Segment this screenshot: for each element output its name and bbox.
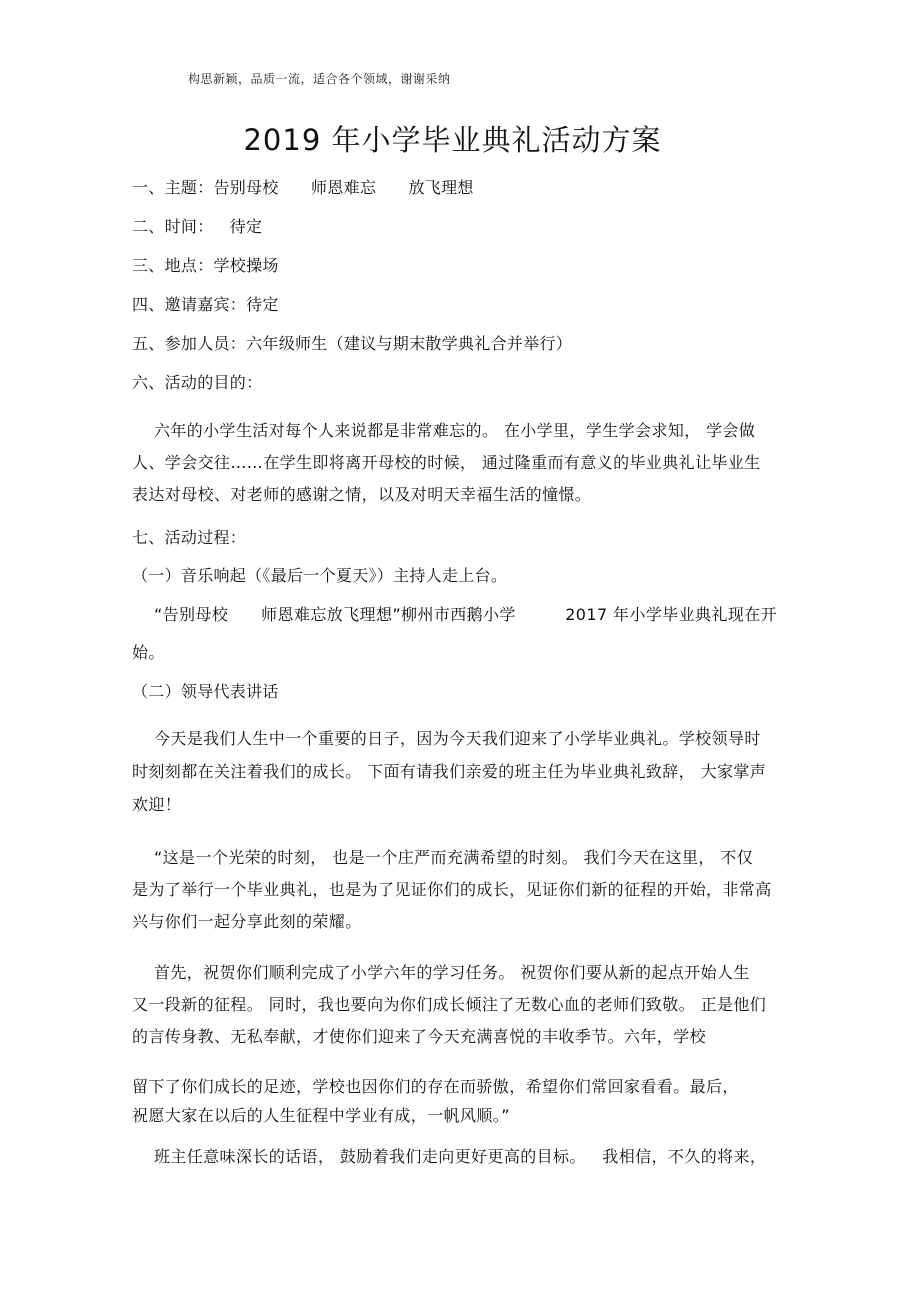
item-participants: 五、参加人员：六年级师生（建议与期末散学典礼合并举行） [132, 334, 573, 353]
paragraph-line: 兴与你们一起分享此刻的荣耀。 [132, 912, 362, 931]
header-note: 构思新颖，品质一流，适合各个领域，谢谢采纳 [188, 72, 451, 86]
item-purpose-heading: 六、活动的目的： [132, 373, 263, 392]
paragraph-line: 的言传身教、无私奉献，才使你们迎来了今天充满喜悦的丰收季节。六年，学校 [132, 1027, 707, 1046]
paragraph-line: 祝愿大家在以后的人生征程中学业有成，一帆风顺。” [132, 1106, 510, 1125]
paragraph-line: 班主任意味深长的话语， 鼓励着我们走向更好更高的目标。 我相信，不久的将来， [132, 1147, 767, 1166]
paragraph-line: 始。 [132, 643, 165, 662]
page-title: 2019 年小学毕业典礼活动方案 [243, 123, 662, 157]
step2-heading: （二）领导代表讲话 [132, 682, 279, 701]
paragraph-line: 人、学会交往……在学生即将离开母校的时候， 通过隆重而有意义的毕业典礼让毕业生 [132, 453, 761, 472]
paragraph-line: “告别母校 师恩难忘放飞理想”柳州市西鹅小学 2017 年小学毕业典礼现在开 [132, 605, 778, 624]
item-guests: 四、邀请嘉宾：待定 [132, 295, 279, 314]
paragraph-line: “这是一个光荣的时刻， 也是一个庄严而充满希望的时刻。 我们今天在这里， 不仅 [132, 848, 754, 867]
paragraph-line: 今天是我们人生中一个重要的日子，因为今天我们迎来了小学毕业典礼。学校领导时 [132, 729, 761, 748]
paragraph-line: 六年的小学生活对每个人来说都是非常难忘的。 在小学里，学生学会求知， 学会做 [132, 421, 756, 440]
paragraph-line: 时刻刻都在关注着我们的成长。 下面有请我们亲爱的班主任为毕业典礼致辞， 大家掌声 [132, 762, 767, 781]
paragraph-line: 首先，祝贺你们顺利完成了小学六年的学习任务。 祝贺你们要从新的起点开始人生 [132, 963, 750, 982]
paragraph-line: 是为了举行一个毕业典礼，也是为了见证你们的成长，见证你们新的征程的开始，非常高 [132, 880, 772, 899]
item-process-heading: 七、活动过程： [132, 528, 247, 547]
step1-heading: （一）音乐响起（《最后一个夏天》）主持人走上台。 [132, 566, 508, 585]
paragraph-line: 表达对母校、对老师的感谢之情，以及对明天幸福生活的憧憬。 [132, 485, 592, 504]
paragraph-line: 欢迎！ [132, 795, 182, 814]
item-time: 二、时间： 待定 [132, 217, 263, 236]
item-theme: 一、主题：告别母校 师恩难忘 放飞理想 [132, 178, 474, 197]
paragraph-line: 留下了你们成长的足迹，学校也因你们的存在而骄傲，希望你们常回家看看。最后， [132, 1077, 739, 1096]
item-place: 三、地点：学校操场 [132, 256, 279, 275]
paragraph-line: 又一段新的征程。 同时，我也要向为你们成长倾注了无数心血的老师们致敬。 正是他们 [132, 995, 767, 1014]
